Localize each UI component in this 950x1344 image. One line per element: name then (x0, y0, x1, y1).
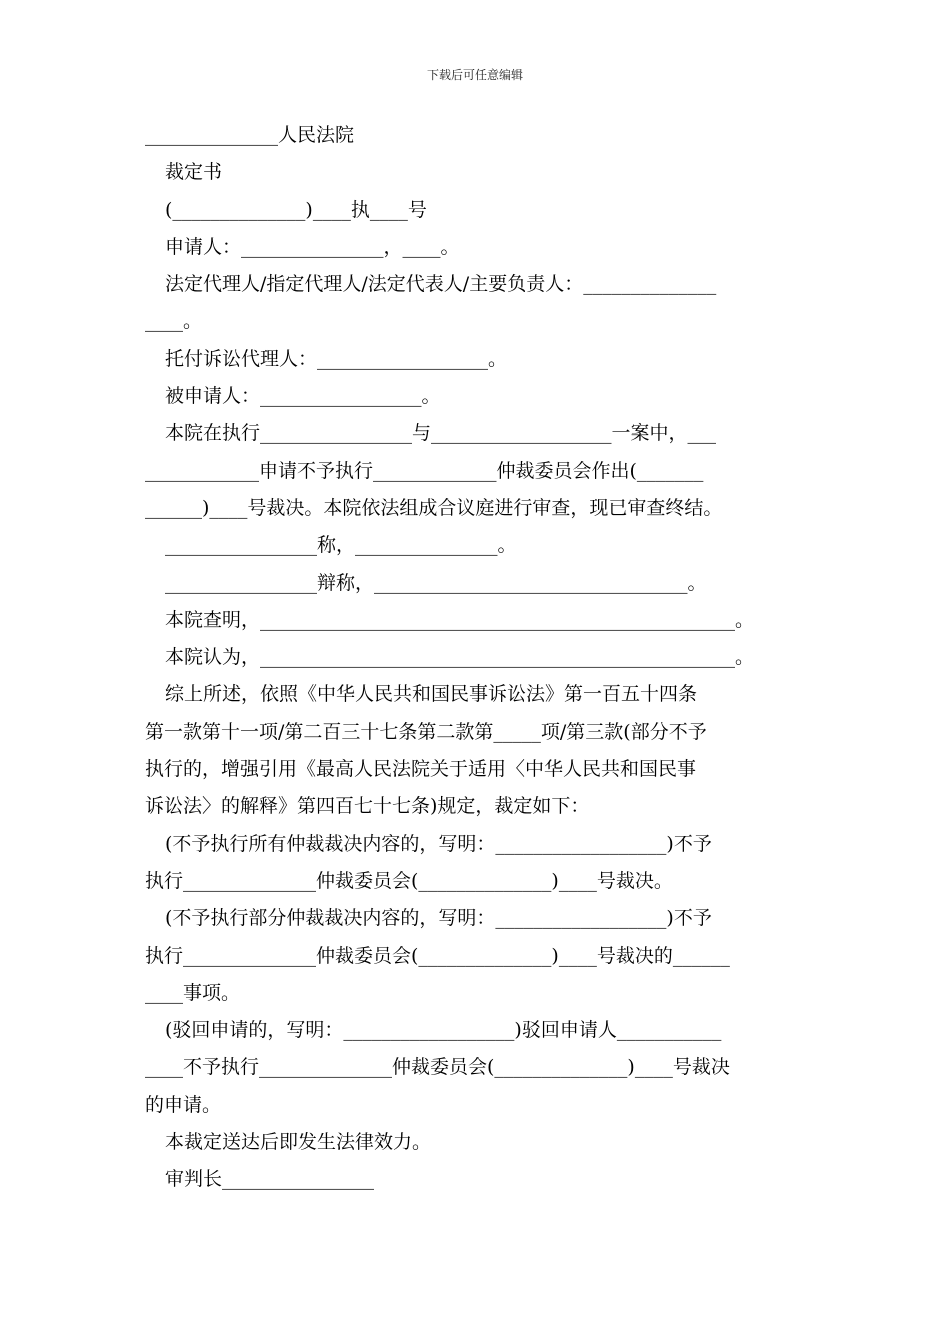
presiding-judge-line: 审判长________________ (165, 1168, 375, 1191)
respondent-defense-line: ________________辩称，_________________________________。 (165, 571, 707, 594)
case-intro-paragraph-2: ____________申请不予执行_____________仲裁委员会作出(_______ (145, 459, 704, 482)
legal-representative-line-cont: ____。 (145, 310, 203, 333)
document-body (145, 117, 810, 1199)
court-findings-line: 本院查明，__________________________________________________。 (165, 608, 755, 631)
applicant-claim-line: ________________称，_______________。 (165, 534, 517, 557)
respondent-line: 被申请人：_________________。 (165, 385, 441, 408)
court-opinion-line: 本院认为，__________________________________________________。 (165, 646, 755, 669)
page-header: 下载后可任意编辑 (426, 68, 523, 82)
case-intro-paragraph: 本院在执行________________与___________________一案中，___ (165, 422, 717, 445)
document-title: 裁定书 (165, 161, 223, 184)
legal-basis-paragraph-4: 诉讼法〉的解释》第四百七十七条)规定，裁定如下： (145, 795, 590, 818)
effectiveness-line: 本裁定送达后即发生法律效力。 (165, 1131, 432, 1154)
legal-basis-paragraph-3: 执行的，增强引用《最高人民法院关于适用〈中华人民共和国民事 (145, 758, 697, 781)
ruling-option-dismiss-3: 的申请。 (145, 1093, 222, 1116)
court-name-line: ______________人民法院 (145, 124, 355, 146)
ruling-option-full-2: 执行______________仲裁委员会(______________)____号裁决。 (145, 869, 673, 892)
legal-representative-line: 法定代理人/指定代理人/法定代表人/主要负责人：______________ (165, 273, 717, 296)
ruling-option-partial-3: ____事项。 (145, 981, 241, 1004)
ruling-option-dismiss: (驳回申请的，写明：__________________)驳回申请人___________ (165, 1019, 722, 1042)
ruling-option-partial: (不予执行部分仲裁裁决内容的，写明：__________________)不予 (165, 907, 712, 930)
legal-basis-paragraph-2: 第一款第十一项/第二百三十七条第二款第_____项/第三款(部分不予 (145, 720, 707, 743)
ruling-option-partial-2: 执行______________仲裁委员会(______________)____号裁决的______ (145, 944, 730, 967)
ruling-option-dismiss-2: ____不予执行______________仲裁委员会(______________)____号裁决 (145, 1056, 730, 1079)
legal-basis-paragraph: 综上所述，依照《中华人民共和国民事诉讼法》第一百五十四条 (165, 683, 698, 706)
case-number-line: (______________)____执____号 (165, 198, 427, 221)
litigation-agent-line: 托付诉讼代理人：__________________。 (165, 347, 508, 370)
case-intro-paragraph-3: ______)____号裁决。本院依法组成合议庭进行审查，现已审查终结。 (145, 496, 723, 519)
applicant-line: 申请人：_______________，____。 (165, 235, 460, 258)
ruling-option-full: (不予执行所有仲裁裁决内容的，写明：__________________)不予 (165, 832, 712, 855)
